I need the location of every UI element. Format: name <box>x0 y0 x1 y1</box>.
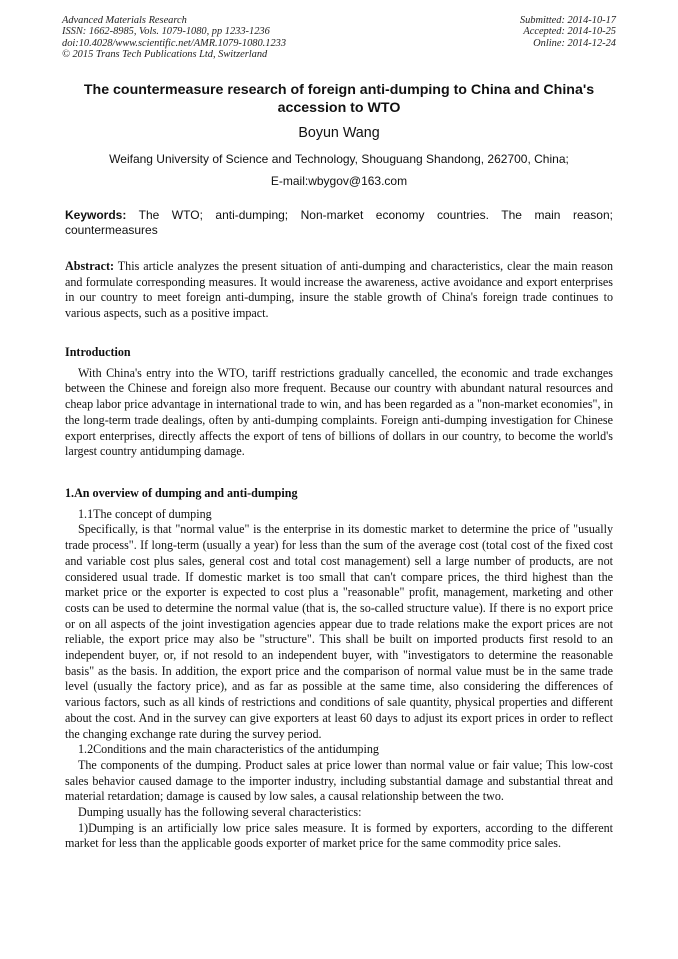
paper-title: The countermeasure research of foreign anti-dumping to China and China's accession to WTO <box>83 82 595 116</box>
section-1-1-paragraph: Specifically, is that "normal value" is the enterprise in its domestic market to determine the price of "usually trade process". If long-term (usually a year) for less than the sum of the average cost (total cost of the fixed cost and variable cost plus sales, general cost and total cost management) sell a large number of products, are not considered usual trade. If domestic market is too small that can't compare prices, the third highest than the market price or the exporter is expected to cost plus a "reasonable" profit, management, marketing and other costs can be used to determine the normal value (that is, the so-called structure value). If there is no export price or on all aspects of the joint investigation agencies appear due to trade relations make the export prices are not reliable, the export price may also be "structure". This shall be built on imported products first resold to an independent buyer, or, if not resold to an independent buyer, with "investigators to determine the reasonable basis" as the basis. In addition, the export price and the comparison of normal value must be in the same trade level (usually the factory price), and as far as possible at the same time, also considering the differences of various factors, such as all kinds of restrictions and conditions of sale quantity, physical properties and different about the cost. And in the survey can give exporters at least 60 days to adjust its export prices in order to reflect the changing exchange rate during the survey period. <box>65 522 613 741</box>
section-1-2-paragraph-3: 1)Dumping is an artificially low price sales measure. It is formed by exporters, according to the different market for less than the applicable goods exporter of market price for the same commodity price sales. <box>65 820 613 851</box>
section-1 <box>65 486 613 852</box>
submitted-date: Submitted: 2014-10-17 <box>519 15 616 26</box>
abstract-text: This article analyzes the present situation of anti-dumping and characteristics, clear the main reason and formulate corresponding measures. It would increase the awareness, active avoidance and export enterprises in our country to meet foreign anti-dumping, insure the stable growth of China's foreign trade continues to various aspects, such as a positive impact. <box>65 259 613 321</box>
section-1-2-paragraph-2: Dumping usually has the following several characteristics: <box>78 805 362 820</box>
keywords-text: The WTO; anti-dumping; Non-market economy countries. The main reason; countermeasures <box>65 208 613 237</box>
abstract-block <box>65 259 613 322</box>
accepted-date: Accepted: 2014-10-25 <box>523 26 616 38</box>
author-name: Boyun Wang <box>298 125 380 141</box>
section-1-2-paragraph-1: The components of the dumping. Product sales at price lower than normal value or fair value; This low-cost sales behavior caused damage to the importer industry, including substantial damage and substantial threat and material retardation; damage is caused by low sales, a causal relationship between the two. <box>65 757 613 804</box>
journal-copyright: © 2015 Trans Tech Publications Ltd, Switzerland <box>62 49 268 61</box>
journal-issn: ISSN: 1662-8985, Vols. 1079-1080, pp 1233-1236 <box>62 26 270 38</box>
subsection-1-1-heading: 1.1The concept of dumping <box>78 506 212 521</box>
dates-header <box>520 15 616 49</box>
abstract-label: Abstract: <box>65 259 115 273</box>
journal-name: Advanced Materials Research <box>62 15 187 26</box>
section-1-heading: 1.An overview of dumping and anti-dumping <box>65 486 298 500</box>
journal-header <box>62 15 286 61</box>
author-affiliation: Weifang University of Science and Technology, Shouguang Shandong, 262700, China; <box>109 152 569 166</box>
author-email[interactable]: E-mail:wbygov@163.com <box>270 174 408 188</box>
subsection-1-2-heading: 1.2Conditions and the main characteristics of the antidumping <box>78 742 379 757</box>
online-date: Online: 2014-12-24 <box>533 37 616 49</box>
keywords-label: Keywords: <box>65 208 127 222</box>
introduction-heading: Introduction <box>65 345 131 359</box>
journal-doi[interactable]: doi:10.4028/www.scientific.net/AMR.1079-1080.1233 <box>62 37 287 49</box>
keywords-block <box>65 208 613 238</box>
introduction-section <box>65 345 613 460</box>
introduction-paragraph: With China's entry into the WTO, tariff restrictions gradually cancelled, the economic and trade exchanges between the Chinese and foreign also more frequent. Because our country with abundant natural resources and cheap labor price advantage in international trade to win, and has been regarded as a "non-market economies", in the long-term trade dealings, often by anti-dumping complaints. Foreign anti-dumping investigation for Chinese export enterprises, directly affects the export of tens of billions of dollars in our country, to become the world's largest country antidumping damage. <box>65 365 613 459</box>
